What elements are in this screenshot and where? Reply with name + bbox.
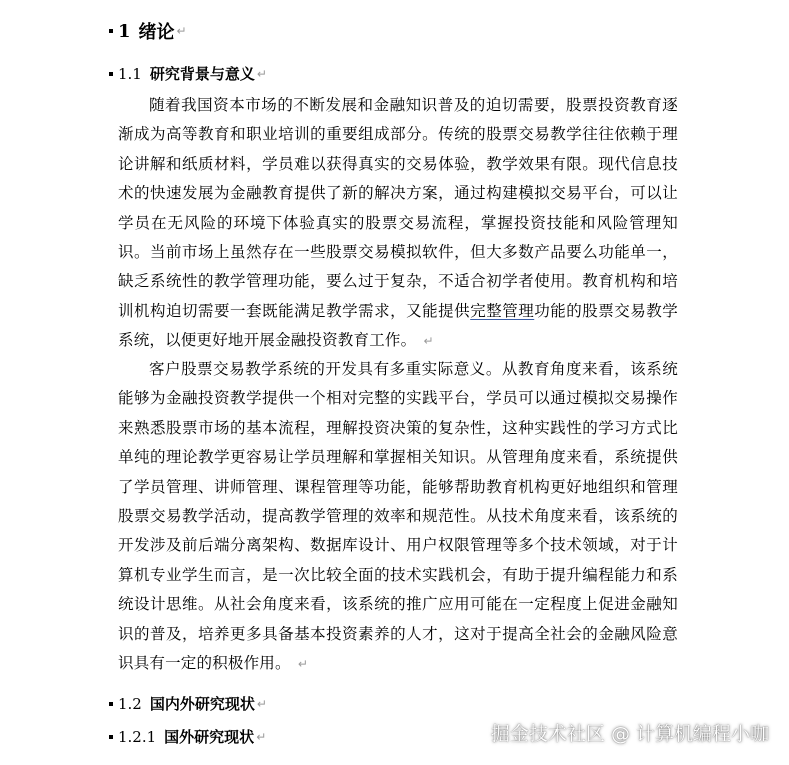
paragraph-mark-icon: ↵: [256, 729, 267, 744]
paragraph-mark-icon: ↵: [176, 24, 187, 38]
bullet-icon: [109, 29, 113, 33]
heading-title: 国外研究现状: [164, 728, 255, 746]
paragraph-text: 功能的股票交易教学系统，以便更好地开展金融投资教育工作。: [118, 301, 678, 350]
paragraph-mark-icon: ↵: [297, 657, 309, 672]
paragraph-mark-icon: ↵: [256, 66, 267, 81]
heading-title: 绪论: [138, 22, 175, 43]
paragraph-mark-icon: ↵: [256, 696, 267, 711]
heading-number: 1: [118, 20, 131, 42]
heading-title: 国内外研究现状: [149, 695, 255, 713]
heading-1-1-background: [109, 63, 267, 84]
heading-1-2-1-foreign-research: [109, 726, 266, 747]
paragraph-background: [118, 91, 678, 357]
heading-1-2-research-status: [109, 693, 267, 714]
paragraph-text: 随着我国资本市场的不断发展和金融知识普及的迫切需要，股票投资教育逐渐成为高等教育和职业培训的重要组成部分。传统的股票交易教学往往依赖于理论讲解和纸质材料，学员难以获得真实的交易体验，教学效果有限。现代信息技术的快速发展为金融教育提供了新的解决方案，通过构建模拟交易平台，可以让学员在无风险的环境下体验真实的股票交易流程，掌握投资技能和风险管理知识。当前市场上虽然存在一些股票交易模拟软件，但大多数产品要么功能单一，缺乏系统性的教学管理功能，要么过于复杂，不适合初学者使用。教育机构和培训机构迫切需要一套既能满足教学需求，又能提供: [118, 96, 678, 320]
bullet-icon: [109, 702, 113, 706]
heading-number: 1.2: [118, 694, 142, 713]
watermark: 掘金技术社区 @ 计算机编程小咖: [490, 723, 769, 745]
underlined-term: 完整管理: [470, 301, 535, 320]
paragraph-text: 客户股票交易教学系统的开发具有多重实际意义。从教育角度来看，该系统能够为金融投资教学提供一个相对完整的实践平台，学员可以通过模拟交易操作来熟悉股票市场的基本流程，理解投资决策的复杂性，这种实践性的学习方式比单纯的理论教学更容易让学员理解和掌握相关知识。从管理角度来看，系统提供了学员管理、讲师管理、课程管理等功能，能够帮助教育机构更好地组织和管理股票交易教学活动，提高教学管理的效率和规范性。从技术角度来看，该系统的开发涉及前后端分离架构、数据库设计、用户权限管理等多个技术领域，对于计算机专业学生而言，是一次比较全面的技术实践机会，有助于提升编程能力和系统设计思维。从社会角度来看，该系统的推广应用可能在一定程度上促进金融知识的普及，培养更多具备基本投资素养的人才，这对于提高全社会的金融风险意识具有一定的积极作用。: [118, 360, 678, 673]
bullet-icon: [109, 72, 113, 76]
heading-number: 1.1: [118, 64, 142, 83]
heading-title: 研究背景与意义: [149, 65, 255, 83]
paragraph-mark-icon: ↵: [423, 334, 434, 349]
heading-number: 1.2.1: [118, 727, 157, 746]
heading-1-introduction: [109, 18, 187, 44]
paragraph-significance: [118, 355, 678, 679]
bullet-icon: [109, 735, 113, 739]
